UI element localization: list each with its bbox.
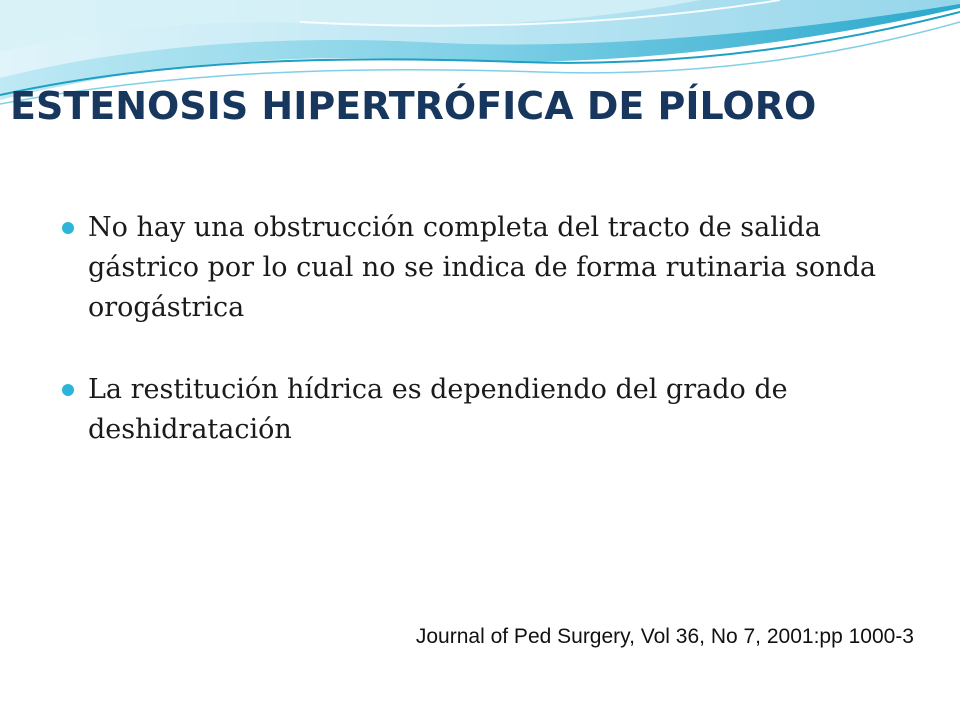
bullet-text: No hay una obstrucción completa del tracto de salida gástrico por lo cual no se indica de forma rutinaria sonda orogástrica [88,212,876,323]
bullet-dot-icon [62,384,74,396]
bullet-item [60,208,920,328]
bullet-item [60,370,920,450]
bullet-dot-icon [62,222,74,234]
slide-title: ESTENOSIS HIPERTRÓFICA DE PÍLORO [10,84,817,128]
bullet-text: La restitución hídrica es dependiendo del grado de deshidratación [88,374,788,445]
citation: Journal of Ped Surgery, Vol 36, No 7, 2001:pp 1000-3 [415,625,914,648]
bullet-list [60,208,920,450]
